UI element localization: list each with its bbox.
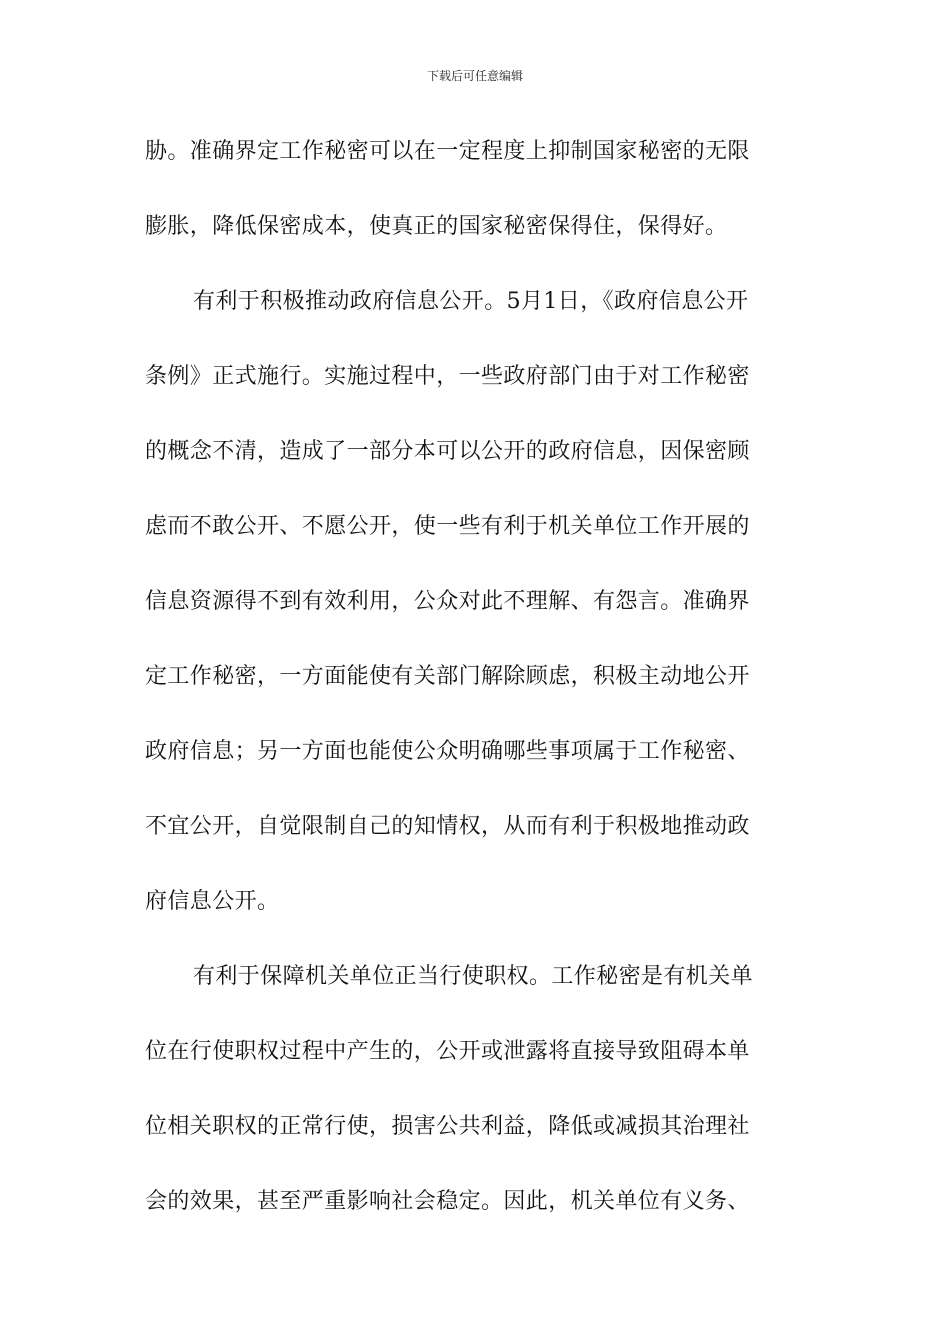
text-line: 位在行使职权过程中产生的，公开或泄露将直接导致阻碍本单 [145, 1039, 750, 1064]
text-line: 胁。准确界定工作秘密可以在一定程度上抑制国家秘密的无限 [145, 139, 750, 164]
paragraph-start-line: 有利于积极推动政府信息公开。5月1日，《政府信息公开 [193, 289, 749, 314]
text-line: 不宜公开，自觉限制自己的知情权，从而有利于积极地推动政 [145, 814, 750, 839]
text-line: 会的效果，甚至严重影响社会稳定。因此，机关单位有义务、 [145, 1189, 750, 1214]
text-line: 条例》正式施行。实施过程中，一些政府部门由于对工作秘密 [145, 364, 750, 389]
text-line: 位相关职权的正常行使，损害公共利益，降低或减损其治理社 [145, 1114, 750, 1139]
text-line: 膨胀，降低保密成本，使真正的国家秘密保得住，保得好。 [145, 214, 728, 239]
text-line: 政府信息；另一方面也能使公众明确哪些事项属于工作秘密、 [145, 739, 750, 764]
paragraph-start-line: 有利于保障机关单位正当行使职权。工作秘密是有机关单 [193, 964, 754, 989]
text-line: 的概念不清，造成了一部分本可以公开的政府信息，因保密顾 [145, 439, 750, 464]
page-header: 下载后可任意编辑 [426, 69, 523, 83]
text-line: 虑而不敢公开、不愿公开，使一些有利于机关单位工作开展的 [145, 514, 750, 539]
document-body [145, 128, 807, 1253]
text-line: 信息资源得不到有效利用，公众对此不理解、有怨言。准确界 [145, 589, 750, 614]
text-line: 定工作秘密，一方面能使有关部门解除顾虑，积极主动地公开 [145, 664, 750, 689]
text-line: 府信息公开。 [145, 889, 280, 914]
